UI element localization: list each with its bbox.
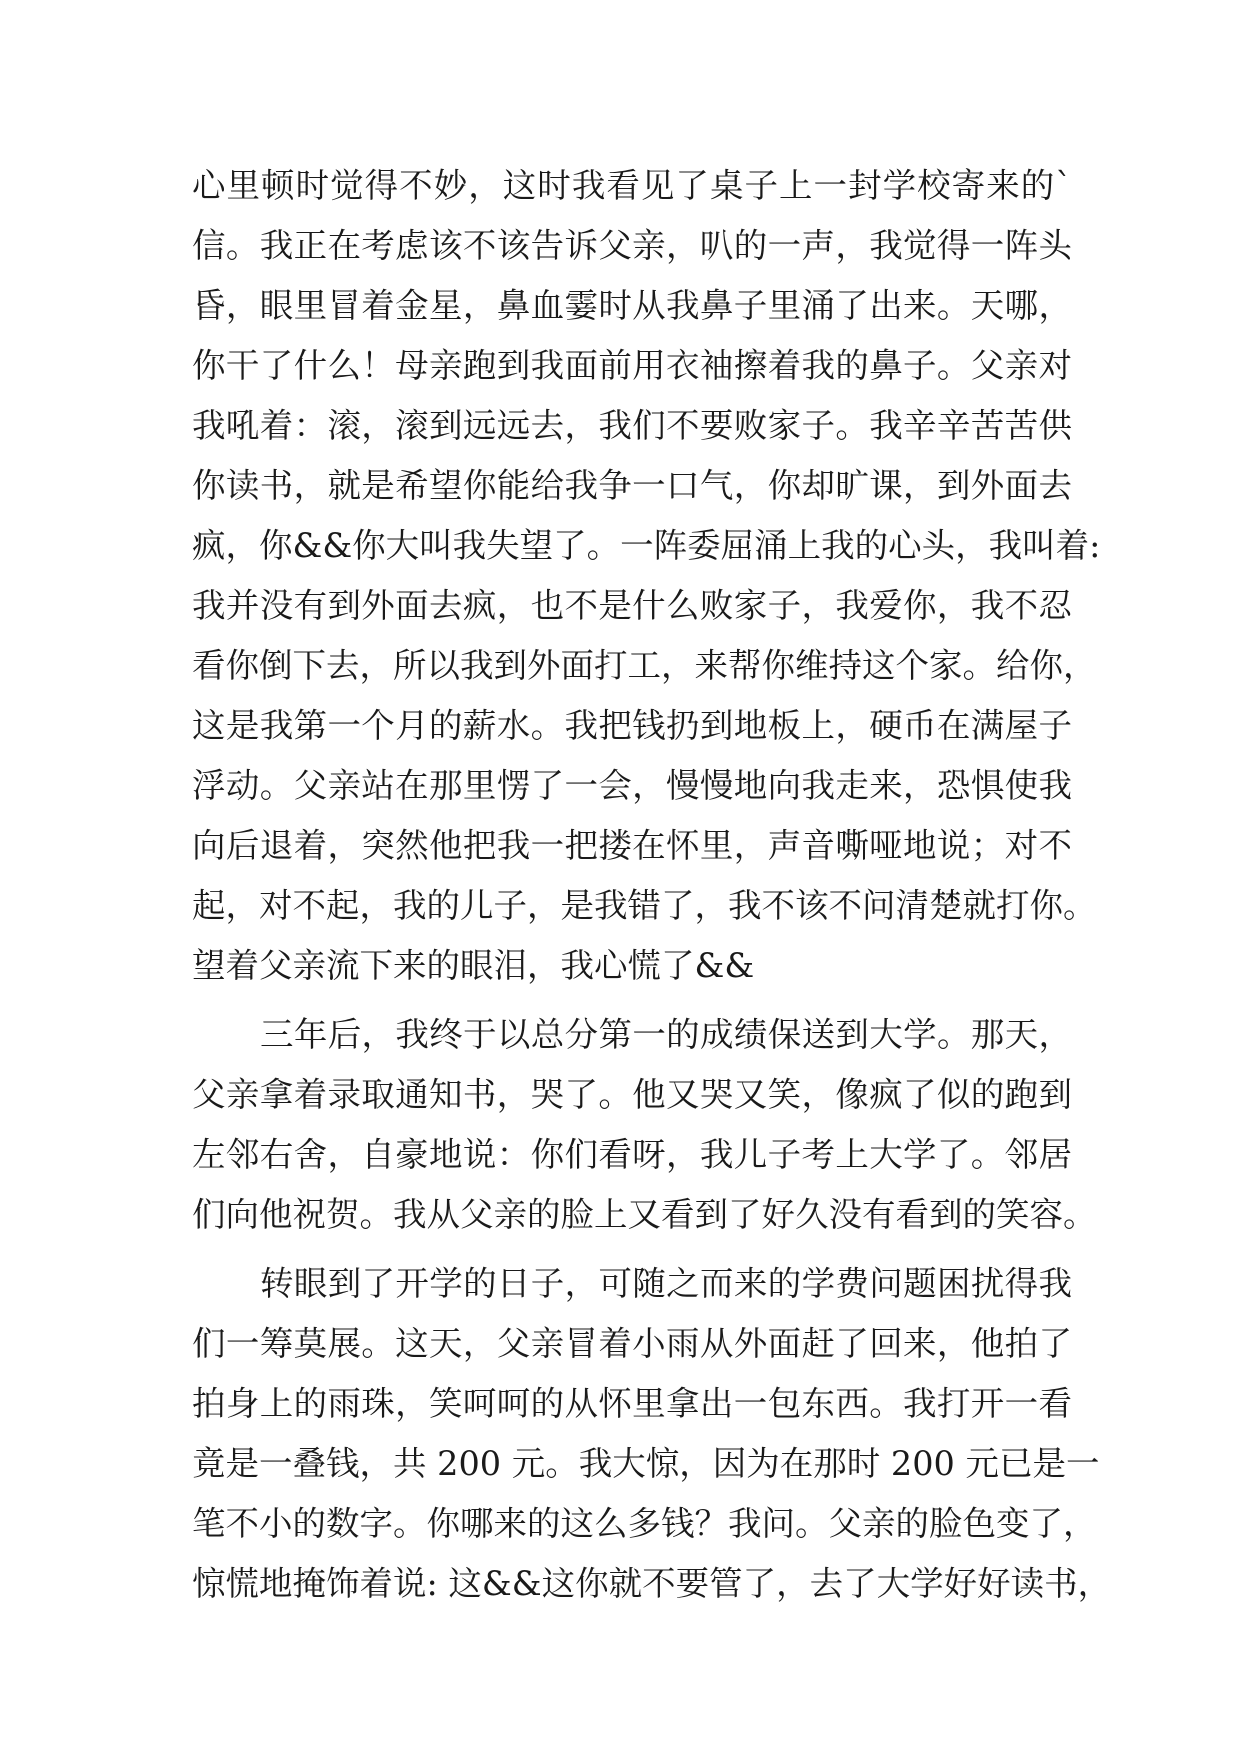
text-line: 起，对不起，我的儿子，是我错了，我不该不问清楚就打你。 — [192, 886, 1097, 925]
text-line: 疯，你&&你大叫我失望了。一阵委屈涌上我的心头，我叫着: — [192, 526, 1101, 565]
text-line: 转眼到了开学的日子，可随之而来的学费问题困扰得我 — [260, 1264, 1072, 1303]
text-line: 三年后，我终于以总分第一的成绩保送到大学。那天， — [260, 1015, 1072, 1054]
text-line: 们一筹莫展。这天，父亲冒着小雨从外面赶了回来，他拍了 — [192, 1324, 1072, 1363]
text-line: 这是我第一个月的薪水。我把钱扔到地板上，硬币在满屋子 — [192, 706, 1072, 745]
text-line: 们向他祝贺。我从父亲的脸上又看到了好久没有看到的笑容。 — [192, 1195, 1097, 1234]
text-line: 我吼着：滚，滚到远远去，我们不要败家子。我辛辛苦苦供 — [192, 406, 1072, 445]
paragraph-2 — [192, 1005, 1097, 1245]
paragraph-3 — [192, 1254, 1112, 1614]
text-line: 看你倒下去，所以我到外面打工，来帮你维持这个家。给你， — [192, 646, 1097, 685]
text-line: 浮动。父亲站在那里愣了一会，慢慢地向我走来，恐惧使我 — [192, 766, 1072, 805]
text-line: 心里顿时觉得不妙，这时我看见了桌子上一封学校寄来的` — [192, 166, 1072, 205]
text-line: 你干了什么！母亲跑到我面前用衣袖擦着我的鼻子。父亲对 — [192, 346, 1072, 385]
text-line: 惊慌地掩饰着说: 这&&这你就不要管了，去了大学好好读书， — [192, 1564, 1112, 1603]
text-line: 我并没有到外面去疯，也不是什么败家子，我爱你，我不忍 — [192, 586, 1072, 625]
document-body — [192, 156, 1112, 1614]
text-line: 向后退着，突然他把我一把搂在怀里，声音嘶哑地说；对不 — [192, 826, 1072, 865]
text-line: 望着父亲流下来的眼泪，我心慌了&& — [192, 946, 755, 985]
text-line: 信。我正在考虑该不该告诉父亲，叭的一声，我觉得一阵头 — [192, 226, 1072, 265]
text-line: 笔不小的数字。你哪来的这么多钱？我问。父亲的脸色变了， — [192, 1504, 1097, 1543]
text-line: 左邻右舍，自豪地说：你们看呀，我儿子考上大学了。邻居 — [192, 1135, 1072, 1174]
text-line: 拍身上的雨珠，笑呵呵的从怀里拿出一包东西。我打开一看 — [192, 1384, 1072, 1423]
text-line: 你读书，就是希望你能给我争一口气，你却旷课，到外面去 — [192, 466, 1072, 505]
text-line: 竟是一叠钱，共 200 元。我大惊，因为在那时 200 元已是一 — [192, 1444, 1100, 1483]
paragraph-1 — [192, 156, 1101, 996]
text-line: 父亲拿着录取通知书，哭了。他又哭又笑，像疯了似的跑到 — [192, 1075, 1072, 1114]
text-line: 昏，眼里冒着金星，鼻血霎时从我鼻子里涌了出来。天哪， — [192, 286, 1072, 325]
paragraph-gap — [192, 1245, 1072, 1254]
paragraph-gap — [192, 996, 1072, 1005]
